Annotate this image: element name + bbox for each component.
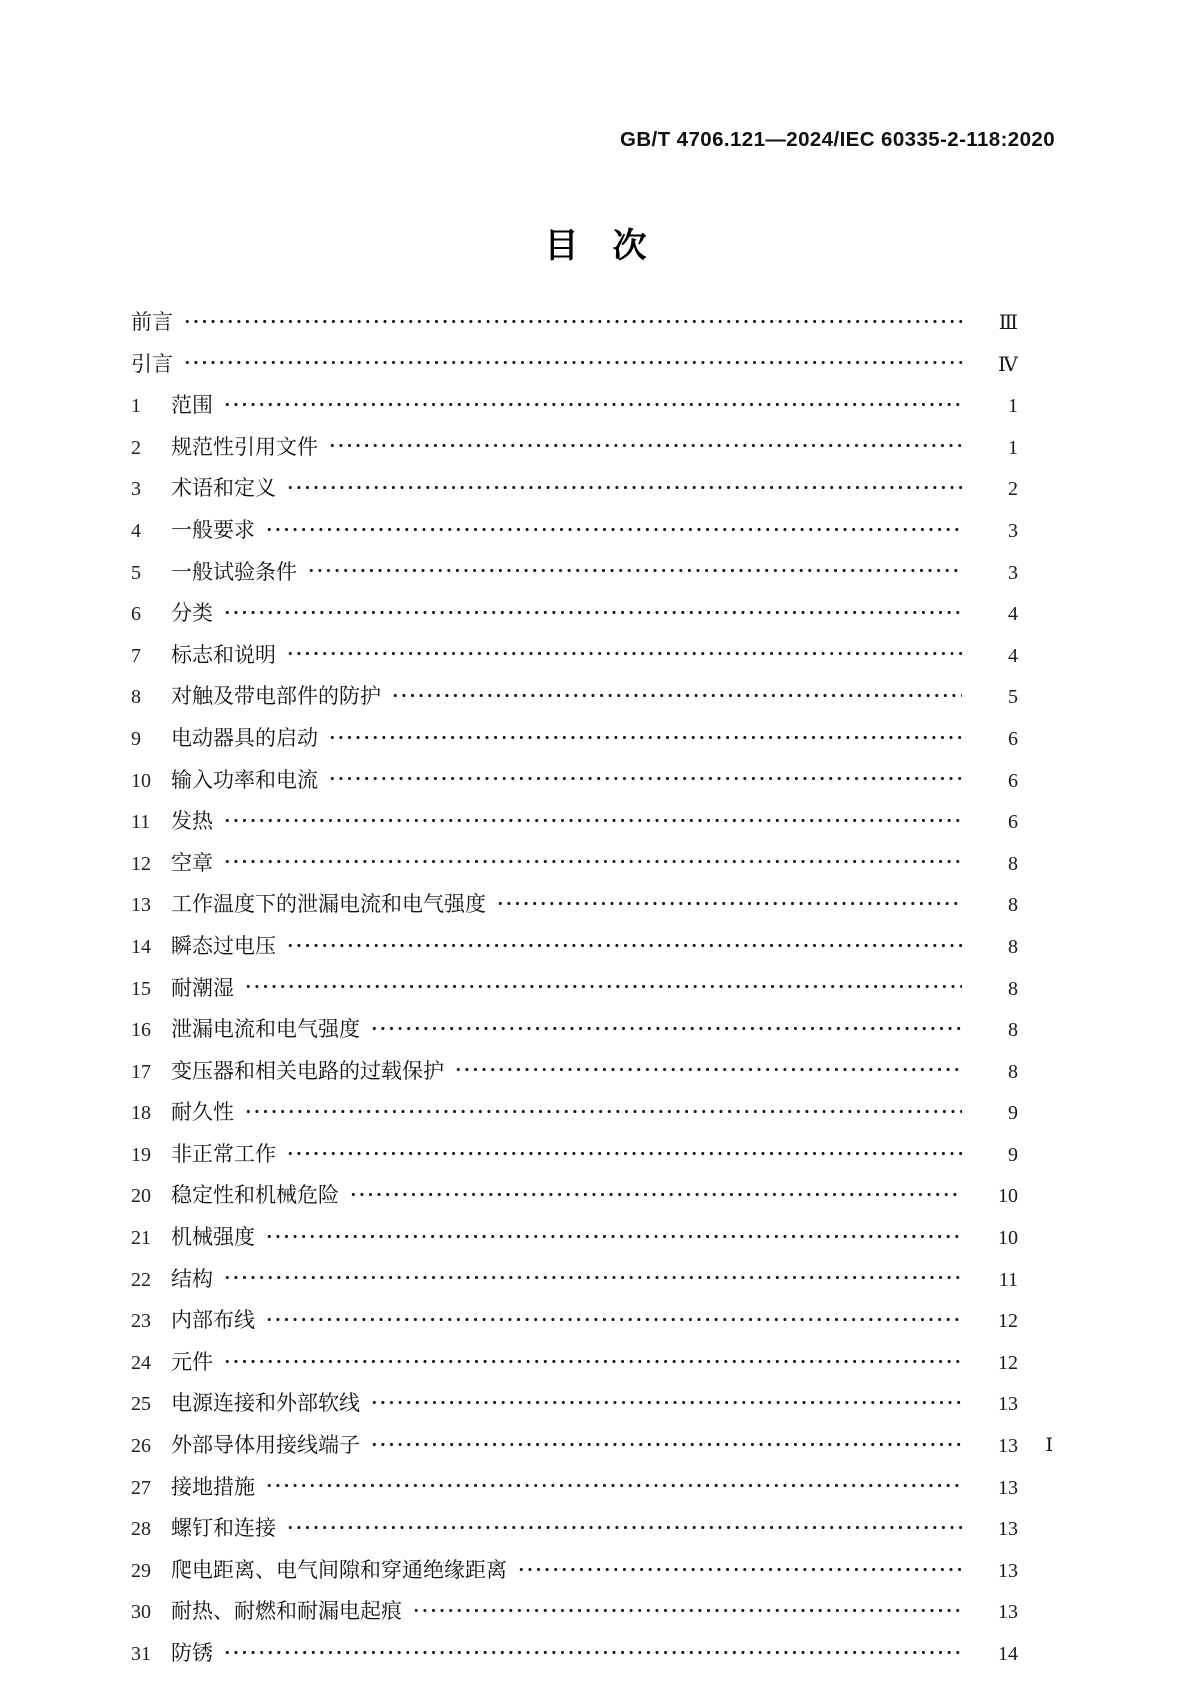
toc-entry-page-number: Ⅳ (998, 353, 1018, 376)
toc-entry-number: 27 (131, 1476, 151, 1499)
toc-entry[interactable] (131, 556, 1018, 598)
toc-entry-page-number: 8 (1008, 977, 1018, 1000)
toc-entry[interactable] (131, 805, 1018, 847)
toc-entry-page-number: 12 (998, 1351, 1018, 1374)
toc-entry-label: 电源连接和外部软线 (171, 1391, 360, 1416)
toc-entry-label: 内部布线 (171, 1308, 255, 1333)
toc-entry[interactable] (131, 1554, 1018, 1596)
toc-leader-dots (328, 724, 962, 745)
toc-entry-number: 20 (131, 1185, 151, 1208)
toc-entry[interactable] (131, 1096, 1018, 1138)
toc-leader-dots (265, 1473, 962, 1494)
toc-entry-label: 一般试验条件 (171, 559, 297, 584)
toc-entry-page-number: 13 (998, 1559, 1018, 1582)
toc-entry-page-number: 13 (998, 1476, 1018, 1499)
toc-entry-label: 螺钉和连接 (171, 1516, 276, 1541)
page-title: 目次 (544, 226, 681, 266)
toc-entry-page-number: 9 (1008, 1102, 1018, 1125)
toc-entry[interactable] (131, 722, 1018, 764)
toc-entry-label: 分类 (171, 601, 213, 626)
toc-entry-label: 泄漏电流和电气强度 (171, 1017, 360, 1042)
toc-leader-dots (370, 1389, 962, 1410)
toc-leader-dots (265, 1223, 962, 1244)
toc-entry-page-number: 8 (1008, 894, 1018, 917)
toc-entry-page-number: 1 (1008, 436, 1018, 459)
toc-entry[interactable] (131, 1346, 1018, 1388)
toc-leader-dots (370, 1431, 962, 1452)
toc-leader-dots (517, 1556, 962, 1577)
toc-entry-page-number: 1 (1008, 395, 1018, 418)
toc-entry-label: 发热 (171, 809, 213, 834)
toc-entry-label: 对触及带电部件的防护 (171, 684, 381, 709)
page-folio: Ⅰ (1045, 1435, 1053, 1456)
running-header-standard-number: GB/T 4706.121—2024/IEC 60335-2-118:2020 (620, 128, 1055, 151)
toc-entry-label: 外部导体用接线端子 (171, 1433, 360, 1458)
toc-entry[interactable] (131, 306, 1018, 348)
toc-leader-dots (496, 890, 962, 911)
toc-entry[interactable] (131, 930, 1018, 972)
toc-leader-dots (286, 1140, 962, 1161)
toc-entry-page-number: 8 (1008, 1060, 1018, 1083)
toc-entry-page-number: 8 (1008, 935, 1018, 958)
toc-entry[interactable] (131, 348, 1018, 390)
toc-leader-dots (286, 932, 962, 953)
toc-entry[interactable] (131, 472, 1018, 514)
toc-entry-label: 防锈 (171, 1641, 213, 1665)
toc-leader-dots (349, 1181, 962, 1202)
toc-entry-number: 23 (131, 1310, 151, 1333)
toc-entry-page-number: 13 (998, 1393, 1018, 1416)
toc-entry-page-number: 14 (998, 1643, 1018, 1665)
toc-leader-dots (391, 682, 962, 703)
toc-entry[interactable] (131, 1263, 1018, 1305)
toc-leader-dots (223, 599, 962, 620)
toc-entry-page-number: 4 (1008, 603, 1018, 626)
toc-entry-number: 16 (131, 1019, 151, 1042)
toc-entry-number: 4 (131, 519, 141, 542)
toc-entry[interactable] (131, 389, 1018, 431)
toc-entry-label: 空章 (171, 850, 213, 875)
toc-entry[interactable] (131, 639, 1018, 681)
toc-leader-dots (223, 391, 962, 412)
toc-entry-page-number: 13 (998, 1601, 1018, 1624)
toc-entry-page-number: 10 (998, 1185, 1018, 1208)
toc-entry-number: 24 (131, 1351, 151, 1374)
toc-leader-dots (223, 1348, 962, 1369)
toc-entry-number: 7 (131, 644, 141, 667)
toc-leader-dots (412, 1597, 962, 1618)
toc-entry-page-number: 3 (1008, 561, 1018, 584)
toc-entry[interactable] (131, 1221, 1018, 1263)
toc-entry[interactable] (131, 1429, 1018, 1471)
toc-entry-number: 3 (131, 478, 141, 501)
toc-entry-label: 稳定性和机械危险 (171, 1183, 339, 1208)
toc-entry-number: 2 (131, 436, 141, 459)
toc-entry-label: 耐潮湿 (171, 975, 234, 1000)
toc-entry-page-number: 3 (1008, 519, 1018, 542)
toc-entry-label: 结构 (171, 1266, 213, 1291)
toc-entry-label: 工作温度下的泄漏电流和电气强度 (171, 892, 486, 917)
toc-entry[interactable] (131, 972, 1018, 1014)
toc-entry-number: 17 (131, 1060, 151, 1083)
toc-entry-label: 术语和定义 (171, 476, 276, 501)
toc-entry-number: 6 (131, 603, 141, 626)
toc-leader-dots (328, 433, 962, 454)
toc-entry-page-number: Ⅲ (998, 312, 1018, 334)
toc-entry-label: 输入功率和电流 (171, 767, 318, 792)
toc-entry-number: 9 (131, 727, 141, 750)
toc-entry-number: 11 (131, 811, 151, 834)
toc-entry-number: 30 (131, 1601, 151, 1624)
toc-leader-dots (223, 1639, 962, 1660)
toc-entry-number: 18 (131, 1102, 151, 1125)
toc-leader-dots (265, 516, 962, 537)
toc-entry-number: 1 (131, 395, 141, 418)
toc-leader-dots (223, 807, 962, 828)
toc-entry[interactable] (131, 847, 1018, 889)
toc-entry-label: 引言 (131, 351, 173, 376)
toc-entry-number: 31 (131, 1643, 151, 1665)
toc-entry-page-number: 12 (998, 1310, 1018, 1333)
toc-entry[interactable] (131, 1637, 1018, 1679)
toc-entry[interactable] (131, 764, 1018, 806)
toc-leader-dots (286, 474, 962, 495)
toc-entry-page-number: 9 (1008, 1143, 1018, 1166)
toc-entry-label: 一般要求 (171, 517, 255, 542)
toc-entry-number: 21 (131, 1227, 151, 1250)
toc-leader-dots (223, 1265, 962, 1286)
toc-entry[interactable] (131, 514, 1018, 556)
toc-entry-number: 28 (131, 1518, 151, 1541)
table-of-contents (131, 306, 1018, 1679)
toc-entry-page-number: 8 (1008, 1019, 1018, 1042)
toc-entry[interactable] (131, 680, 1018, 722)
toc-entry-label: 电动器具的启动 (171, 725, 318, 750)
toc-entry-number: 29 (131, 1559, 151, 1582)
toc-entry-page-number: 6 (1008, 769, 1018, 792)
toc-entry-number: 22 (131, 1268, 151, 1291)
toc-entry[interactable] (131, 1387, 1018, 1429)
toc-entry[interactable] (131, 1013, 1018, 1055)
toc-entry[interactable] (131, 1512, 1018, 1554)
toc-entry-number: 19 (131, 1143, 151, 1166)
toc-entry-page-number: 4 (1008, 644, 1018, 667)
toc-entry[interactable] (131, 1055, 1018, 1097)
toc-entry-label: 机械强度 (171, 1225, 255, 1250)
toc-leader-dots (223, 849, 962, 870)
toc-entry-page-number: 13 (998, 1435, 1018, 1458)
toc-leader-dots (244, 1098, 962, 1119)
toc-leader-dots (286, 641, 962, 662)
toc-entry-label: 变压器和相关电路的过载保护 (171, 1058, 444, 1083)
toc-entry-number: 15 (131, 977, 151, 1000)
toc-entry-label: 非正常工作 (171, 1141, 276, 1166)
toc-entry[interactable] (131, 597, 1018, 639)
toc-entry-page-number: 5 (1008, 686, 1018, 709)
toc-entry[interactable] (131, 1304, 1018, 1346)
toc-leader-dots (183, 350, 962, 371)
toc-entry-label: 爬电距离、电气间隙和穿通绝缘距离 (171, 1557, 507, 1582)
toc-entry-page-number: 2 (1008, 478, 1018, 501)
toc-entry-label: 规范性引用文件 (171, 434, 318, 459)
toc-entry-page-number: 6 (1008, 811, 1018, 834)
toc-leader-dots (286, 1514, 962, 1535)
toc-entry-number: 25 (131, 1393, 151, 1416)
toc-leader-dots (370, 1015, 962, 1036)
toc-entry-label: 前言 (131, 310, 173, 334)
toc-entry-label: 瞬态过电压 (171, 933, 276, 958)
toc-entry-page-number: 8 (1008, 852, 1018, 875)
toc-leader-dots (265, 1306, 962, 1327)
toc-entry-number: 12 (131, 852, 151, 875)
toc-entry-label: 范围 (171, 393, 213, 418)
toc-entry-label: 元件 (171, 1349, 213, 1374)
toc-entry-number: 13 (131, 894, 151, 917)
toc-entry[interactable] (131, 888, 1018, 930)
toc-entry-label: 标志和说明 (171, 642, 276, 667)
toc-entry-number: 5 (131, 561, 141, 584)
toc-leader-dots (244, 974, 962, 995)
toc-entry-number: 14 (131, 935, 151, 958)
toc-entry-page-number: 6 (1008, 727, 1018, 750)
toc-entry-label: 耐久性 (171, 1100, 234, 1125)
toc-entry[interactable] (131, 1595, 1018, 1637)
toc-entry[interactable] (131, 431, 1018, 473)
toc-entry-page-number: 11 (998, 1268, 1018, 1291)
toc-leader-dots (307, 558, 962, 579)
toc-entry-number: 10 (131, 769, 151, 792)
toc-entry-page-number: 10 (998, 1227, 1018, 1250)
toc-entry-page-number: 13 (998, 1518, 1018, 1541)
toc-entry-label: 接地措施 (171, 1474, 255, 1499)
toc-leader-dots (328, 766, 962, 787)
toc-entry[interactable] (131, 1179, 1018, 1221)
toc-entry[interactable] (131, 1138, 1018, 1180)
toc-entry[interactable] (131, 1471, 1018, 1513)
toc-entry-number: 26 (131, 1435, 151, 1458)
toc-leader-dots (183, 308, 962, 329)
toc-entry-number: 8 (131, 686, 141, 709)
toc-leader-dots (454, 1057, 962, 1078)
toc-entry-label: 耐热、耐燃和耐漏电起痕 (171, 1599, 402, 1624)
